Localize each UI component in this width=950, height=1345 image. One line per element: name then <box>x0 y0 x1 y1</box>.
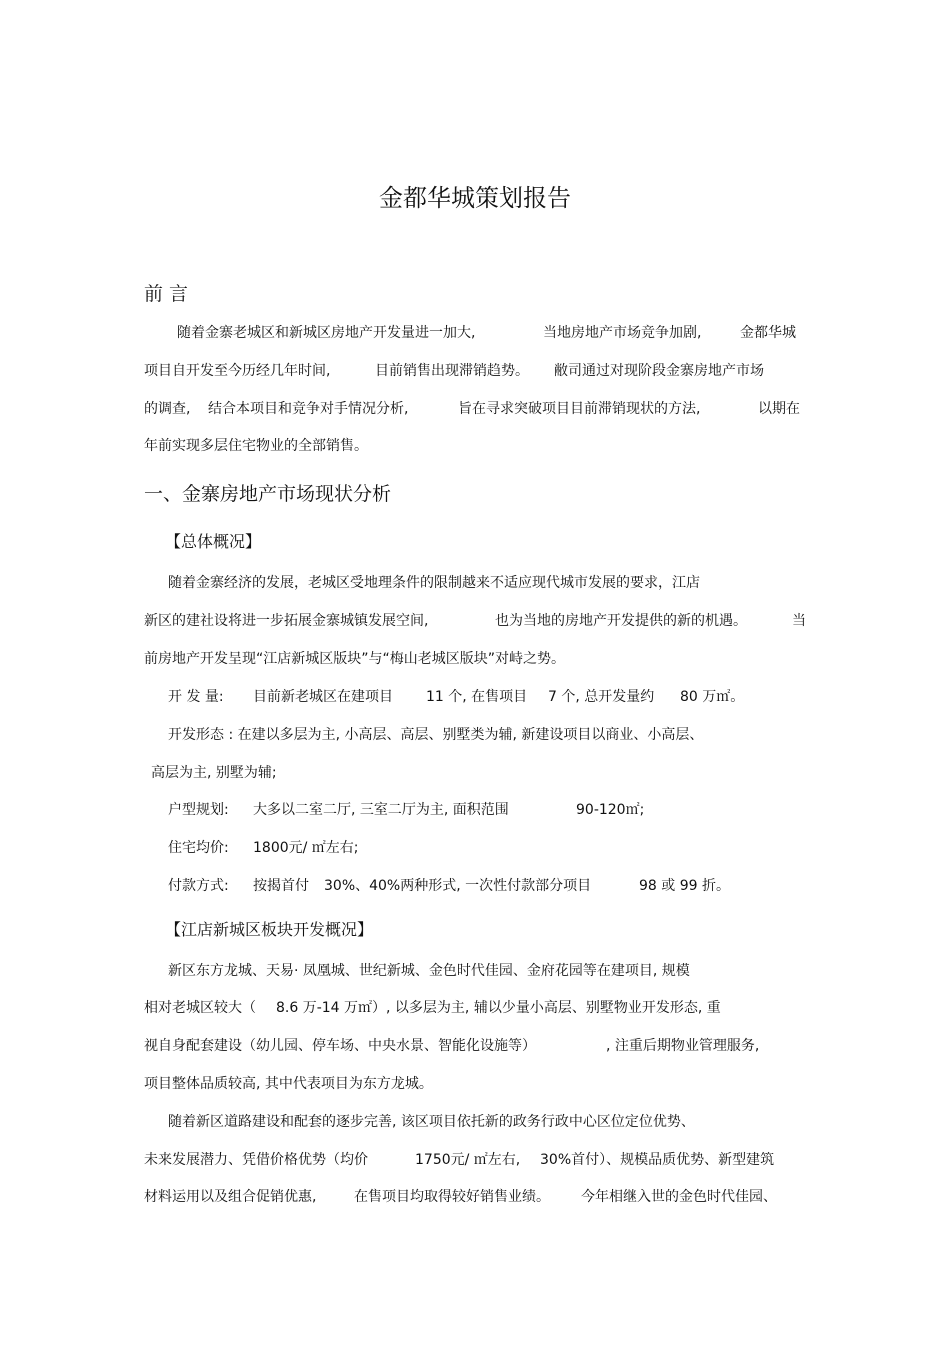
text-segment: 材料运用以及组合促销优惠, <box>144 1189 317 1205</box>
section1-heading: 一、金寨房地产市场现状分析 <box>144 483 392 505</box>
text-segment: , 注重后期物业管理服务, <box>606 1038 760 1054</box>
text-segment: 项目整体品质较高, 其中代表项目为东方龙城。 <box>144 1076 433 1092</box>
text-segment: 旨在寻求突破项目目前滞销现状的方法, <box>458 401 701 417</box>
newcity-heading: 【江店新城区板块开发概况】 <box>165 920 374 939</box>
text-segment: 敝司通过对现阶段金寨房地产市场 <box>554 363 764 379</box>
text-segment: 新区东方龙城、天易· 凤凰城、世纪新城、金色时代佳园、金府花园等在建项目, 规模 <box>168 963 690 979</box>
text-segment: 的调查, <box>144 401 191 417</box>
text-segment: 随着金寨老城区和新城区房地产开发量进一加大, <box>177 325 476 341</box>
text-segment: 新区的建社设将进一步拓展金寨城镇发展空间, <box>144 613 429 629</box>
item-label: 户型规划: <box>168 802 229 818</box>
text-segment: 开发形态 : 在建以多层为主, 小高层、高层、别墅类为辅, 新建设项目以商业、小高层、 <box>168 727 704 743</box>
item-label: 开 发 量: <box>168 689 224 705</box>
text-segment: 高层为主, 别墅为辅; <box>151 765 277 781</box>
text-segment: 未来发展潜力、凭借价格优势（均价 <box>144 1152 368 1168</box>
text-segment: 80 万㎡。 <box>680 689 745 705</box>
text-segment: 随着金寨经济的发展，老城区受地理条件的限制越来不适应现代城市发展的要求，江店 <box>168 575 700 591</box>
page-title: 金都华城策划报告 <box>379 184 571 212</box>
text-segment: 按揭首付 <box>253 878 309 894</box>
text-segment: 在售项目均取得较好销售业绩。 <box>354 1189 550 1205</box>
item-label: 付款方式: <box>168 878 229 894</box>
text-segment: 30%首付）、规模品质优势、新型建筑 <box>540 1152 775 1168</box>
text-segment: 目前新老城区在建项目 <box>253 689 393 705</box>
text-segment: 随着新区道路建设和配套的逐步完善, 该区项目依托新的政务行政中心区位定位优势、 <box>168 1114 695 1130</box>
overview-heading: 【总体概况】 <box>165 532 262 551</box>
text-segment: 大多以二室二厅, 三室二厅为主, 面积范围 <box>253 802 509 818</box>
text-segment: 1750元/ ㎡左右, <box>415 1152 521 1168</box>
text-segment: 7 个, 总开发量约 <box>548 689 655 705</box>
text-segment: 以期在 <box>758 401 800 417</box>
text-segment: 年前实现多层住宅物业的全部销售。 <box>144 438 368 454</box>
text-segment: 前房地产开发呈现“江店新城区版块”与“梅山老城区版块”对峙之势。 <box>144 651 566 667</box>
text-segment: 8.6 万-14 万㎡）, 以多层为主, 辅以少量小高层、别墅物业开发形态, 重 <box>276 1000 721 1016</box>
item-label: 住宅均价: <box>168 840 229 856</box>
text-segment: 目前销售出现滞销趋势。 <box>375 363 529 379</box>
text-segment: 当 <box>792 613 806 629</box>
text-segment: 1800元/ ㎡左右; <box>253 840 359 856</box>
text-segment: 金都华城 <box>740 325 796 341</box>
text-segment: 90-120㎡; <box>576 802 645 818</box>
text-segment: 视自身配套建设（幼儿园、停车场、中央水景、智能化设施等） <box>144 1038 536 1054</box>
text-segment: 今年相继入世的金色时代佳园、 <box>581 1189 777 1205</box>
text-segment: 当地房地产市场竞争加剧, <box>543 325 702 341</box>
text-segment: 也为当地的房地产开发提供的新的机遇。 <box>495 613 747 629</box>
text-segment: 98 或 99 折。 <box>639 878 730 894</box>
text-segment: 30%、40%两种形式, 一次性付款部分项目 <box>324 878 592 894</box>
text-segment: 结合本项目和竞争对手情况分析, <box>208 401 409 417</box>
preface-heading: 前 言 <box>144 283 189 305</box>
text-segment: 相对老城区较大（ <box>144 1000 256 1016</box>
text-segment: 11 个, 在售项目 <box>426 689 528 705</box>
text-segment: 项目自开发至今历经几年时间, <box>144 363 331 379</box>
